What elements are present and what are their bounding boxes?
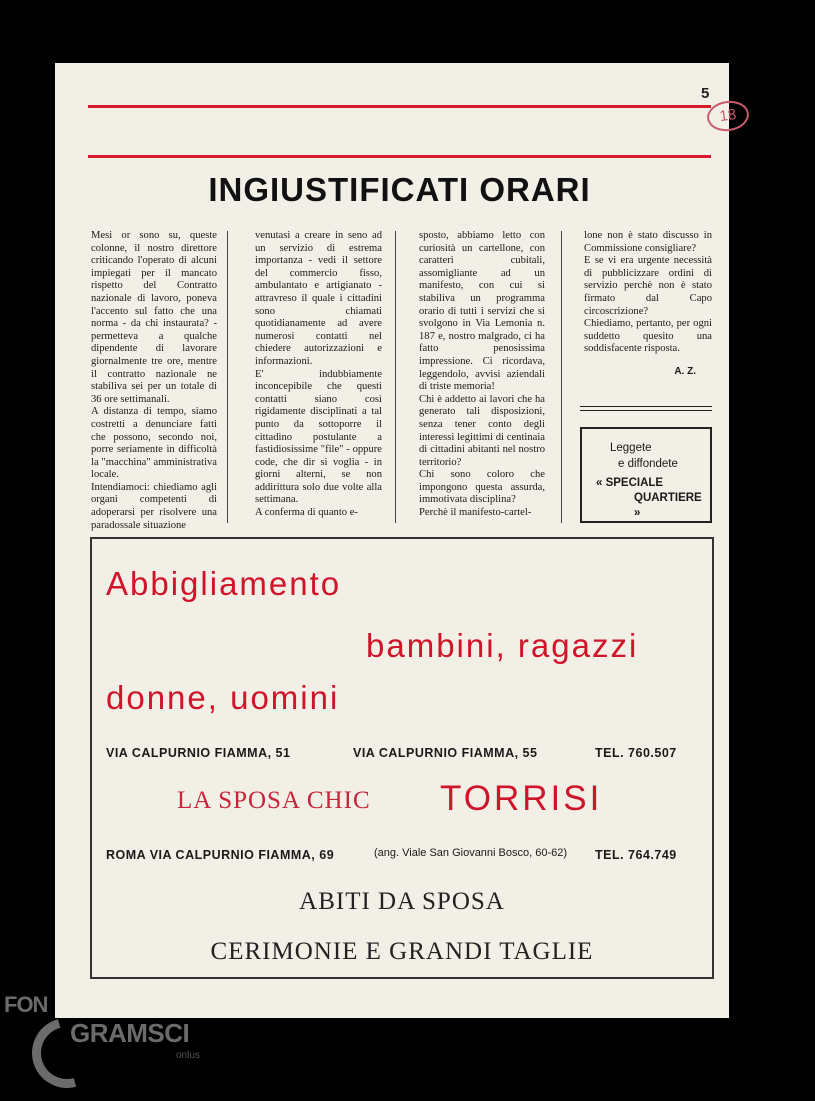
- page-number: 5: [701, 85, 710, 102]
- paragraph: A conferma di quanto e-: [255, 507, 358, 519]
- paragraph: lone non è stato discusso in Commissione consigliare?: [584, 230, 712, 254]
- second-red-rule: [88, 155, 711, 158]
- handwritten-annotation: 18: [705, 98, 751, 134]
- fondazione-gramsci-watermark: [0, 988, 200, 1078]
- paragraph: E' indubbiamente inconcepibile che questi contatti siano così rigidamente disciplinati a tal punto da sottoporre il cittadino postulante a fastidiosissime "file" - oppure code, che dir si voglia - in giorni alterni, se non addirittura solo due volte alla settimana.: [255, 368, 382, 506]
- ad-tagline: ABITI DA SPOSA: [299, 888, 505, 915]
- promo-top-rule: [580, 406, 712, 407]
- magazine-page: [55, 63, 738, 1018]
- ad-address: VIA CALPURNIO FIAMMA, 51: [106, 746, 291, 760]
- paragraph: Intendiamoci: chiediamo agli organi competenti di adoperarsi per risolvere una paradossale situazione: [91, 481, 217, 531]
- shop-brand: TORRISI: [440, 779, 603, 818]
- paragraph: Chi sono coloro che impongono questa assurda, immotivata disciplina?: [419, 469, 545, 506]
- column-divider: [227, 231, 228, 523]
- shop-name: LA SPOSA CHIC: [177, 787, 371, 814]
- ad-address-note: (ang. Viale San Giovanni Bosco, 60-62): [374, 847, 568, 859]
- watermark-text: FON: [4, 992, 48, 1017]
- promo-line: QUARTIERE »: [634, 492, 702, 519]
- paragraph: A distanza di tempo, siamo costretti a denunciare fatti che possono, secondo noi, porre seriamente in difficoltà la "macchina" amministrativa locale.: [91, 406, 217, 481]
- ad-phone: TEL. 760.507: [595, 746, 677, 760]
- column-divider: [395, 231, 396, 523]
- paragraph: Chi è addetto ai lavori che ha generato tali disposizioni, senza tener conto degli interessi legittimi di centinaia di cittadini abitanti nel nostro territorio?: [419, 393, 545, 468]
- paragraph: venutasi a creare in seno ad un servizio di estrema importanza - vedi il settore del commercio fisso, ambulantato e artigianato - attravreso il quale i cittadini sono chiamati quotidianamente ad avere numerosi contatti nel chiedere autorizzazioni e informazioni.: [255, 230, 382, 367]
- article-title: INGIUSTIFICATI ORARI: [208, 171, 591, 208]
- promo-line: e diffondete: [618, 458, 678, 470]
- promo-line: Leggete: [610, 442, 652, 454]
- paragraph: E se vi era urgente necessità di pubblicizzare ordini di servizio perchè non è stato firmato dal Capo circoscrizione?: [584, 255, 712, 317]
- promo-line: « SPECIALE: [596, 477, 664, 489]
- ad-phone: TEL. 764.749: [595, 848, 677, 862]
- article-signature: A. Z.: [674, 365, 696, 377]
- ad-address: VIA CALPURNIO FIAMMA, 55: [353, 746, 538, 760]
- ad-headline: Abbigliamento: [106, 565, 342, 602]
- article-column-3: [419, 230, 545, 520]
- promo-top-rule: [580, 410, 712, 411]
- ad-headline: donne, uomini: [106, 679, 340, 716]
- ad-headline: bambini, ragazzi: [366, 627, 639, 664]
- promo-box: [580, 427, 712, 523]
- ad-address: ROMA VIA CALPURNIO FIAMMA, 69: [106, 848, 335, 862]
- paragraph: sposto, abbiamo letto con curiosità un cartellone, con caratteri cubitali, assomigliante ad un manifesto, con cui si stabiliva un programma orario di tutti i servizi che si svolgono in Via Lemonia n. 187 e, nostro malgrado, ci ha fatto penosissima impressione. Ci ricordava, leggendolo, avvisi aziendali di triste memoria!: [419, 230, 545, 393]
- ad-tagline: CERIMONIE E GRANDI TAGLIE: [210, 938, 594, 965]
- paragraph: Mesi or sono su, queste colonne, il nostro direttore criticando l'operato di alcuni impiegati per il mancato rispetto del Contratto nazionale di lavoro, poneva l'accento sul fatto che una norma - da chi instaurata? - permetteva a qualche dipendente di lavorare giornalmente tre ore, mentre il contratto nazionale ne stabiliva sei per un totale di 36 ore settimanali.: [91, 230, 217, 405]
- paragraph: Chiediamo, pertanto, per ogni suddetto quesito una soddisfacente risposta.: [584, 318, 712, 355]
- watermark-text: onlus: [176, 1050, 200, 1061]
- article-column-2: [255, 230, 382, 520]
- article-column-1: [91, 230, 217, 532]
- advertisement: [90, 537, 714, 979]
- column-divider: [561, 231, 562, 523]
- paragraph: Perchè il manifesto-cartel-: [419, 507, 532, 519]
- top-red-rule: [88, 105, 711, 108]
- watermark-text: GRAMSCI: [70, 1018, 190, 1048]
- article-column-4: [584, 230, 712, 379]
